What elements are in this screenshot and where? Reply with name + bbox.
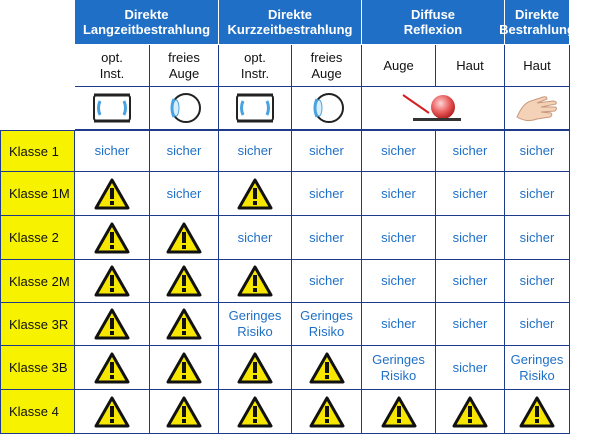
group-header-line1: Direkte [514,7,560,22]
class-label: Klasse 3R [0,303,75,346]
risk-value: sicher [292,172,362,216]
risk-value: sicher [362,260,436,303]
group-header-line1: Direkte [267,7,313,22]
group-header-diffuse [362,0,505,45]
risk-value: sicher [505,172,570,216]
sub-header-line1: Haut [456,57,484,73]
sub-header-line2: Inst. [99,65,125,81]
warning-icon [75,216,150,260]
risk-value: sicher [436,346,505,390]
warning-icon [75,390,150,434]
class-label: Klasse 3B [0,346,75,390]
risk-value: sicher [505,303,570,346]
diffuse-reflection-icon [362,87,505,130]
risk-value: sicher [436,303,505,346]
warning-icon [292,390,362,434]
warning-icon [505,390,570,434]
warning-icon [219,172,292,216]
group-header-kurzzeit [219,0,362,45]
warning-icon [219,346,292,390]
warning-icon [219,260,292,303]
sub-header [75,45,150,87]
warning-icon [150,346,219,390]
sub-header [436,45,505,87]
risk-value: Geringes Risiko [362,346,436,390]
group-header-line2: Kurzzeitbestrahlung [227,22,353,37]
warning-icon [150,390,219,434]
group-header-line1: Direkte [124,7,169,22]
group-header-bestrahlung [499,0,575,45]
group-header-line2: Bestrahlung [499,22,575,37]
warning-icon [75,260,150,303]
risk-value: Geringes Risiko [219,303,292,346]
group-header-line2: Reflexion [403,22,463,37]
sub-header-line1: freies [310,49,343,65]
risk-value: sicher [362,216,436,260]
sub-header-line1: opt. [244,49,266,65]
warning-icon [219,390,292,434]
group-header-langzeit [75,0,219,45]
risk-value: Geringes Risiko [505,346,570,390]
sub-header-line1: Auge [383,57,414,73]
risk-value: sicher [362,130,436,172]
sub-header-line2: Instr. [240,65,270,81]
sub-header [150,45,219,87]
optical-instrument-icon [75,87,150,130]
warning-icon [150,303,219,346]
risk-value: sicher [436,130,505,172]
warning-icon [75,172,150,216]
sub-header [505,45,570,87]
risk-value: sicher [150,130,219,172]
class-label: Klasse 2 [0,216,75,260]
risk-value: sicher [362,172,436,216]
risk-value: sicher [292,216,362,260]
eye-icon [292,87,362,130]
risk-value: sicher [436,260,505,303]
risk-value: sicher [150,172,219,216]
warning-icon [75,346,150,390]
warning-icon [292,346,362,390]
risk-value: sicher [436,216,505,260]
sub-header-line2: Auge [168,65,200,81]
group-header-line1: Diffuse [410,7,456,22]
risk-value: sicher [219,130,292,172]
sub-header-line1: freies [168,49,200,65]
risk-value: sicher [292,260,362,303]
warning-icon [436,390,505,434]
warning-icon [362,390,436,434]
group-header-line2: Langzeitbestrahlung [82,22,211,37]
optical-instrument-icon [219,87,292,130]
class-label: Klasse 1M [0,172,75,216]
class-label: Klasse 2M [0,260,75,303]
risk-value: sicher [436,172,505,216]
risk-value: sicher [505,260,570,303]
sub-header-line1: opt. [101,49,123,65]
risk-value: sicher [505,216,570,260]
eye-icon [150,87,219,130]
risk-value: sicher [505,130,570,172]
sub-header-line2: Auge [311,65,342,81]
sub-header [219,45,292,87]
warning-icon [150,260,219,303]
sub-header-line1: Haut [523,57,551,73]
class-label: Klasse 1 [0,130,75,172]
risk-value: sicher [292,130,362,172]
class-label: Klasse 4 [0,390,75,434]
risk-value: sicher [219,216,292,260]
risk-value: sicher [362,303,436,346]
risk-value: sicher [75,130,150,172]
sub-header [292,45,362,87]
sub-header [362,45,436,87]
risk-value: Geringes Risiko [292,303,362,346]
hand-skin-icon [505,87,570,130]
warning-icon [150,216,219,260]
table-corner [0,0,75,130]
warning-icon [75,303,150,346]
